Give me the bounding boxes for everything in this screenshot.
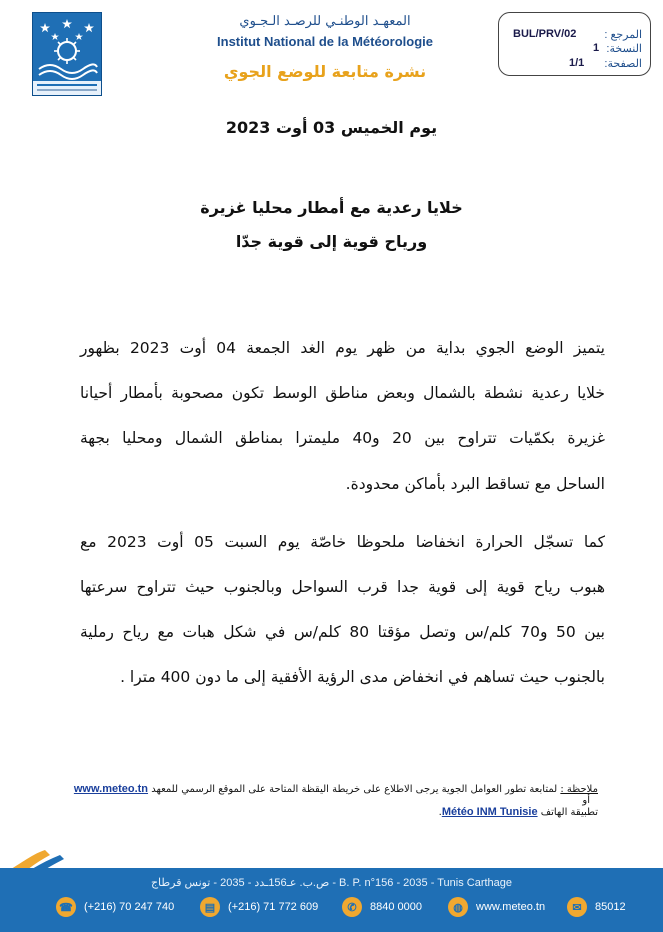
paragraph-2-line-4 (80, 670, 605, 690)
reference-value: BUL/PRV/02 (513, 28, 577, 40)
contact-phone[interactable] (56, 896, 174, 918)
contact-green-number[interactable] (342, 896, 422, 918)
copy-value: 1 (593, 42, 600, 54)
app-name-link[interactable]: Météo INM Tunisie (441, 806, 538, 818)
page-row (507, 57, 642, 71)
paragraph-line: يتميز الوضع الجوي بداية من ظهر يوم الغد الجمعة 04 أوت 2023 بظهور (80, 339, 606, 357)
contact-text: www.meteo.tn (476, 901, 546, 913)
note-end: . (438, 807, 442, 818)
reference-label: المرجع : (604, 29, 642, 41)
contact-text: 85012 (595, 901, 626, 913)
phone-icon: ☎ (56, 897, 76, 917)
note-line-2 (58, 806, 598, 818)
paragraph-line: بالجنوب حيث تساهم في انخفاض مدى الرؤية الأفقية إلى ما دون 400 مترا . (120, 668, 605, 686)
bulletin-title: نشرة متابعة للوضع الجوي (223, 62, 427, 81)
paragraph-1 (80, 341, 605, 361)
note-line-1 (58, 783, 598, 806)
reference-box (498, 12, 651, 76)
green-number-icon: ✆ (342, 897, 362, 917)
paragraph-line: كما تسجّل الحرارة انخفاضا ملحوظا خاصّة يوم السبت 05 أوت 2023 مع (80, 533, 605, 551)
contact-text: 8840 0000 (370, 901, 422, 913)
contact-website[interactable] (448, 896, 545, 918)
website-link[interactable]: www.meteo.tn (73, 783, 149, 795)
paragraph-1-line-3 (80, 431, 605, 451)
headline-line-2: ورياح قوية إلى قوية جدّا (235, 232, 428, 251)
headline-line-1: خلايا رعدية مع أمطار محليا غزيرة (200, 198, 463, 217)
copy-row (507, 42, 642, 56)
reference-row (507, 28, 642, 42)
copy-label: النسخة: (606, 43, 642, 55)
bulletin-date: يوم الخميس 03 أوت 2023 (225, 118, 438, 137)
contact-fax[interactable] (200, 896, 318, 918)
paragraph-2-line-2 (80, 580, 605, 600)
contact-sms[interactable] (567, 896, 626, 918)
paragraph-2 (80, 535, 605, 555)
paragraph-1-line-2 (80, 386, 605, 406)
paragraph-line: بين 50 و70 كلم/س وتصل مؤقتا 80 كلم/س في شكل هبات مع رياح رملية (80, 623, 605, 641)
page-label: الصفحة: (604, 58, 642, 70)
page-value: 1/1 (569, 57, 585, 69)
paragraph-1-line-4 (80, 477, 605, 497)
note-or: أو (582, 795, 590, 806)
contact-text: (+216) 70 247 740 (84, 901, 175, 913)
note-text: لمتابعة تطور العوامل الجوية يرجى الاطلاع على خريطة اليقظة المتاحة على الموقع الرسمي للمعهد (151, 784, 558, 795)
paragraph-line: غزيرة بكمّيات تتراوح بين 20 و40 مليمترا بمناطق الشمال ومحليا بجهة (80, 429, 605, 447)
logo-emblem-icon (33, 13, 101, 95)
paragraph-line: خلايا رعدية نشطة بالشمال وبعض مناطق الوسط تكون مصحوبة بأمطار أحيانا (80, 384, 605, 402)
note-label: ملاحظة : (560, 784, 598, 795)
institute-name-arabic: المعهـد الوطنـي للرصـد الـجـوي (239, 14, 411, 29)
fax-icon: ▤ (200, 897, 220, 917)
paragraph-2-line-3 (80, 625, 605, 645)
footer-address: ص.ب. عـ156ـدد - 2035 - تونس قرطاج - B. P. n°156 - 2035 - Tunis Carthage (150, 877, 513, 889)
contact-text: (+216) 71 772 609 (228, 901, 319, 913)
globe-icon: ◍ (448, 897, 468, 917)
inm-logo (32, 12, 102, 96)
paragraph-line: هبوب رياح قوية إلى قوية جدا قرب السواحل وبالجنوب حيث تتراوح سرعتها (80, 578, 605, 596)
institute-name-french: Institut National de la Météorologie (217, 34, 433, 49)
note-app-prefix: تطبيقة الهاتف (540, 807, 598, 818)
paragraph-line: الساحل مع تساقط البرد بأماكن محدودة. (345, 475, 605, 493)
sms-icon: ✉ (567, 897, 587, 917)
